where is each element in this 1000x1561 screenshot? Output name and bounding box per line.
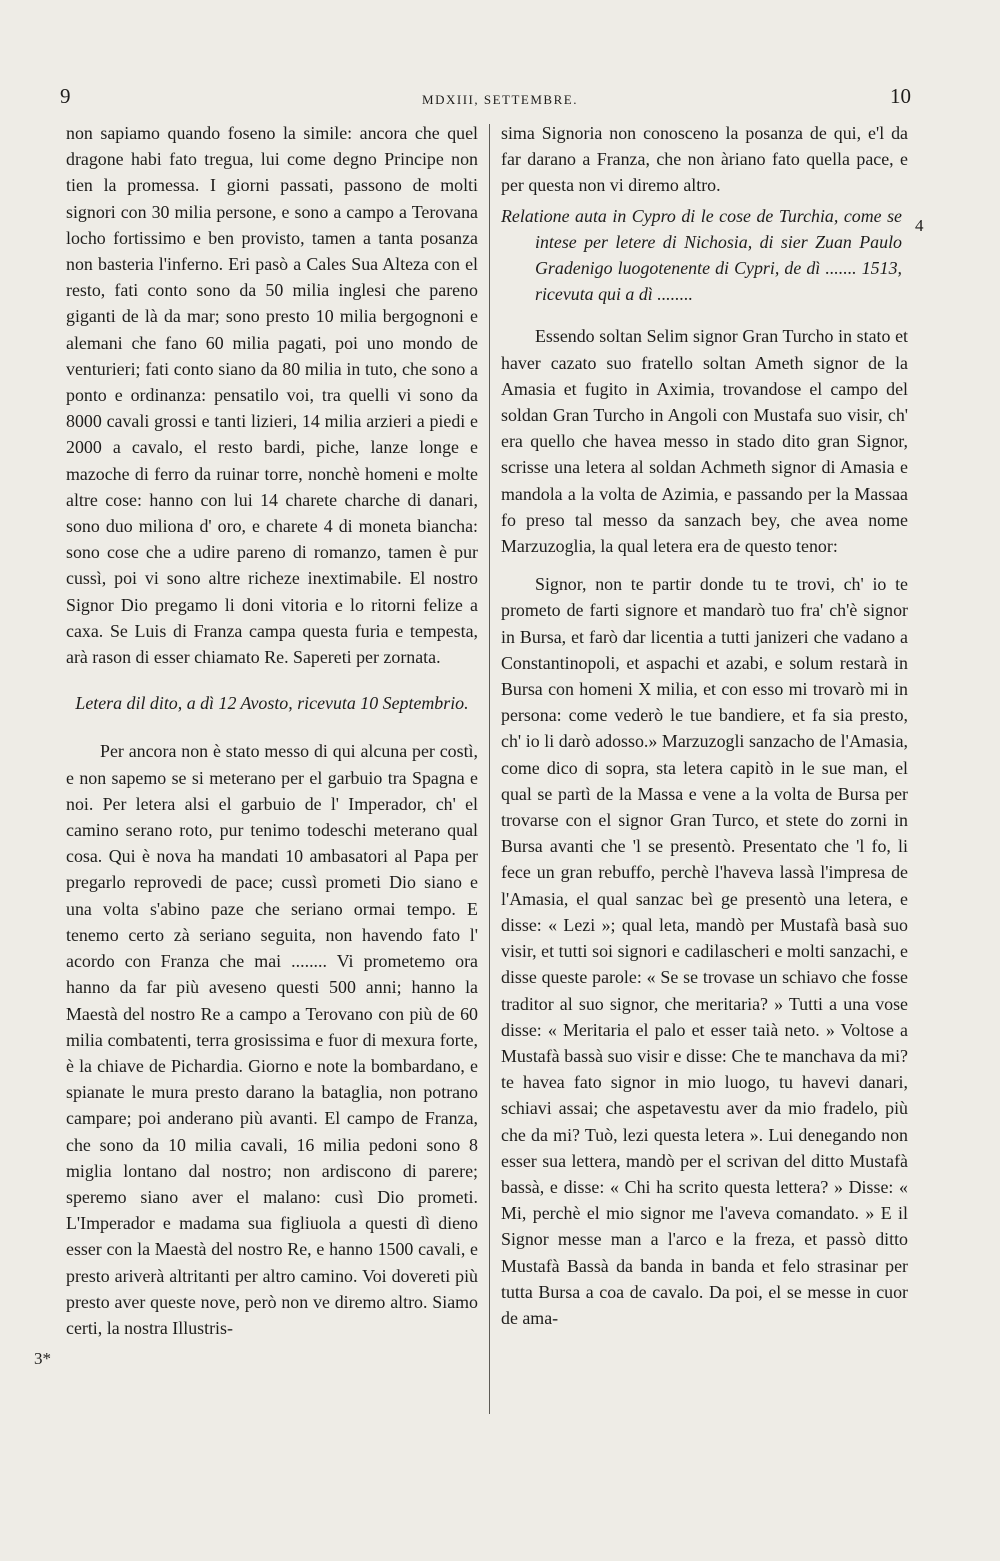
right-paragraph-1: sima Signoria non conosceno la posanza de qui, e'l da far darano a Franza, che non àriano fato quella pace, e per questa non vi diremo altro. <box>501 123 908 196</box>
right-paragraph-2: Essendo soltan Selim signor Gran Turcho in stato et haver cazato suo fratello soltan Ameth signor de la Amasia et fugito in Aximia, trovandose el campo del soldan Gran Turcho in Angoli con Mustafa suo visir, ch' era quello che havea messo in stado dito gran Signor, scrisse una letera al soldan Achmeth signor di Amasia e mandola a la volta de Azimia, e passando per la Massaa fo preso tal messo da sanzach bey, che avea nome Marzuzoglia, la qual letera era de questo tenor: <box>501 326 908 557</box>
page-header <box>0 84 1000 114</box>
left-letter-title: Letera dil dito, a dì 12 Avosto, ricevuta 10 Septembrio. <box>75 693 469 714</box>
running-title: MDXIII, SETTEMBRE. <box>422 92 578 107</box>
margin-note-left: 3* <box>34 1349 51 1368</box>
right-paragraph-3: Signor, non te partir donde tu te trovi, ch' io te prometo de farti signore et mandarò tuo fra' ch'è signor in Bursa, et farò dar licentia a tutti janizeri che vadano a Constantinopoli, et aspachi et azabi, e solum restarà in Bursa con homeni X milia, et con esso mi trovarò mi in persona: come vederò le tue bandiere, et fa sia presto, ch' io li darò adosso.» Marzuzogli sanzacho de l'Amasia, come dico di sopra, sta letera capitò in le sue man, el qual se partì de la Massa e vene a la volta de Bursa per trovarse con el signor Gran Turco, et stete do zorni in Bursa avanti che 'l se presentò. Presentato che 'l fo, li fece un gran rebuffo, perchè l'haveva lassà l'impresa de l'Amasia, el qual sanzac beì ge presentò una letera, e disse: « Lezi »; qual leta, mandò per Mustafà basà suo visir, et tutti soi signori e cadilascheri e molti sanzachi, e disse queste parole: « Se se trovase un schiavo che fosse traditor al suo signor, che meritaria? » Tutti a una vose disse: « Meritaria el palo et esser taià neto. » Voltose a Mustafà bassà suo visir e disse: Che te manchava da mi? te havea fato signor in mio luogo, tu havevi danari, schiavi assai; che aspetavestu aver da mio fradelo, più che da mi? Tuò, lezi questa letera ». Lui denegando non esser sua lettera, mandò per el scrivan del ditto Mustafà bassà, e disse: « Chi ha scrito questa lettera? » Disse: « Mi, perchè el mio signor me l'aveva comandato. » E il Signor messe man a l'arco e la freza, et passò ditto Mustafà Bassà da banda in banda et felo strasinar per tutta Bursa a coa de cavalo. Da poi, el se messe in cuor de ama- <box>501 574 908 1328</box>
right-column <box>501 120 908 1331</box>
left-paragraph-2: Per ancora non è stato messo di qui alcuna per costì, e non sapemo se si meterano per el garbuio tra Spagna e noi. Per letera alsi el garbuio de l' Imperador, ch' el camino serano roto, pur tenimo todeschi meterano qual cosa. Qui è nova ha mandati 10 ambasatori al Papa per pregarlo reprovedi de pace; cussì prometi Dio siano e una volta s'abino paze che seriano ormai tempo. E tenemo certo zà seriano seguita, non havendo fato l' acordo con Franza che mai ........ Vi prometemo ora hanno da far più aveseno questi 500 anni; hanno la Maestà del nostro Re a campo a Terovano con più de 60 milia combatenti, terra grosissima e fuor di mexura forte, è la chiave de Pichardia. Giorno e note la bombardano, e spianate le mura presto darano la bataglia, non potrano campare; poi anderano più avanti. El campo de Franza, che sono da 10 milia cavali, 16 milia pedoni sono 8 miglia lontano dal nostro; non ardiscono di parere; speremo siano aver el malano: cusì Dio prometi. L'Imperador e madama sua figliuola a questi dì dieno esser con la Maestà del nostro Re, e hanno 1500 cavali, e presto ariverà altritanti per altro camino. Voi dovereti più presto aver queste nove, però non ve diremo altro. Siamo certi, la nostra Illustris- <box>66 741 478 1338</box>
right-relation-title: Relatione auta in Cypro di le cose de Turchia, come se intese per letere di Nichosia, di sier Zuan Paulo Gradenigo luogotenente di Cypri, de dì ....... 1513, ricevuta qui a dì ........ <box>501 205 902 305</box>
left-paragraph-1: non sapiamo quando foseno la simile: ancora che quel dragone habi fato tregua, lui come degno Principe non tien la promessa. I giorni passati, passono de molti signori con 30 milia persone, e sono a campo a Terovana locho fortissimo e ben provisto, tamen a tanta posanza non basteria l'inferno. Eri pasò a Cales Sua Alteza con el resto, fati conto sono da 50 milia inglesi che pareno giganti de là da mar; sono presto 10 milia bergognoni e alemani che fano 60 milia pagati, poi uno mondo de venturieri; fati conto siano da 80 milia in tuto, che sono a ponto e ordinanza: pensatilo voi, tra quelli vi sono da 8000 cavali grossi e tanti lizieri, 14 milia arzieri a piedi e 2000 a cavalo, el resto bardi, piche, lanze longe e mazoche di ferro da ruinar torre, nonchè homeni e molte altre cose: hanno con lui 14 charete charche di danari, sono duo miliona d' oro, e charete 4 di moneta biancha: sono cose che a udire pareno di romanzo, tamen è pur cussì, poi vi sono altre richeze inextimabile. El nostro Signor Dio pregamo li doni vitoria e lo ritorni felize a caxa. Se Luis di Franza campa questa furia e tempesta, arà rason di esser chiamato Re. Sapereti per zornata. <box>66 123 478 668</box>
margin-note-right: 4 <box>915 216 924 235</box>
left-column <box>66 120 478 1341</box>
page-number-right: 10 <box>890 84 911 108</box>
column-divider <box>489 124 490 1414</box>
page-number-left: 9 <box>60 84 71 108</box>
